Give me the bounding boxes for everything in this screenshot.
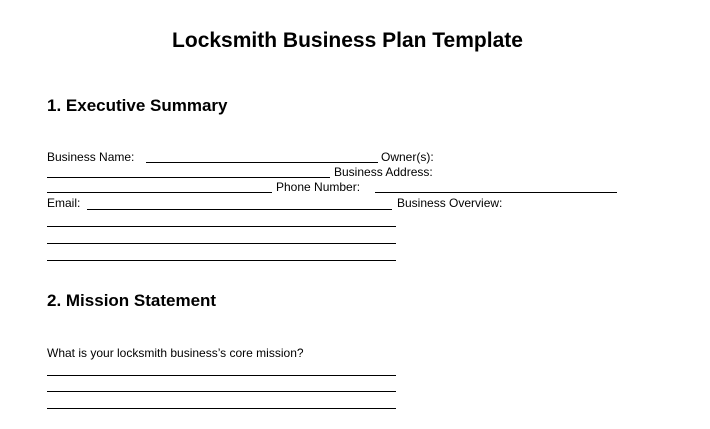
business-name-field[interactable] <box>146 162 378 163</box>
owners-field[interactable] <box>47 177 330 178</box>
email-label: Email: <box>47 196 81 210</box>
business-address-field[interactable] <box>47 192 272 193</box>
mission-question: What is your locksmith business’s core mission? <box>47 346 304 360</box>
owners-label: Owner(s): <box>381 150 434 164</box>
business-name-label: Business Name: <box>47 150 135 164</box>
mission-answer-line[interactable] <box>47 391 396 392</box>
business-address-label: Business Address: <box>334 165 433 179</box>
business-overview-line[interactable] <box>47 226 396 227</box>
section-heading-mission-statement: 2. Mission Statement <box>47 291 217 310</box>
email-field[interactable] <box>87 209 392 210</box>
section-heading-executive-summary: 1. Executive Summary <box>47 96 228 115</box>
business-overview-line[interactable] <box>47 260 396 261</box>
business-overview-label: Business Overview: <box>397 196 503 210</box>
mission-answer-line[interactable] <box>47 408 396 409</box>
mission-answer-line[interactable] <box>47 375 396 376</box>
phone-number-field[interactable] <box>375 192 617 193</box>
page-title: Locksmith Business Plan Template <box>172 29 523 52</box>
phone-number-label: Phone Number: <box>276 180 361 194</box>
business-overview-line[interactable] <box>47 243 396 244</box>
